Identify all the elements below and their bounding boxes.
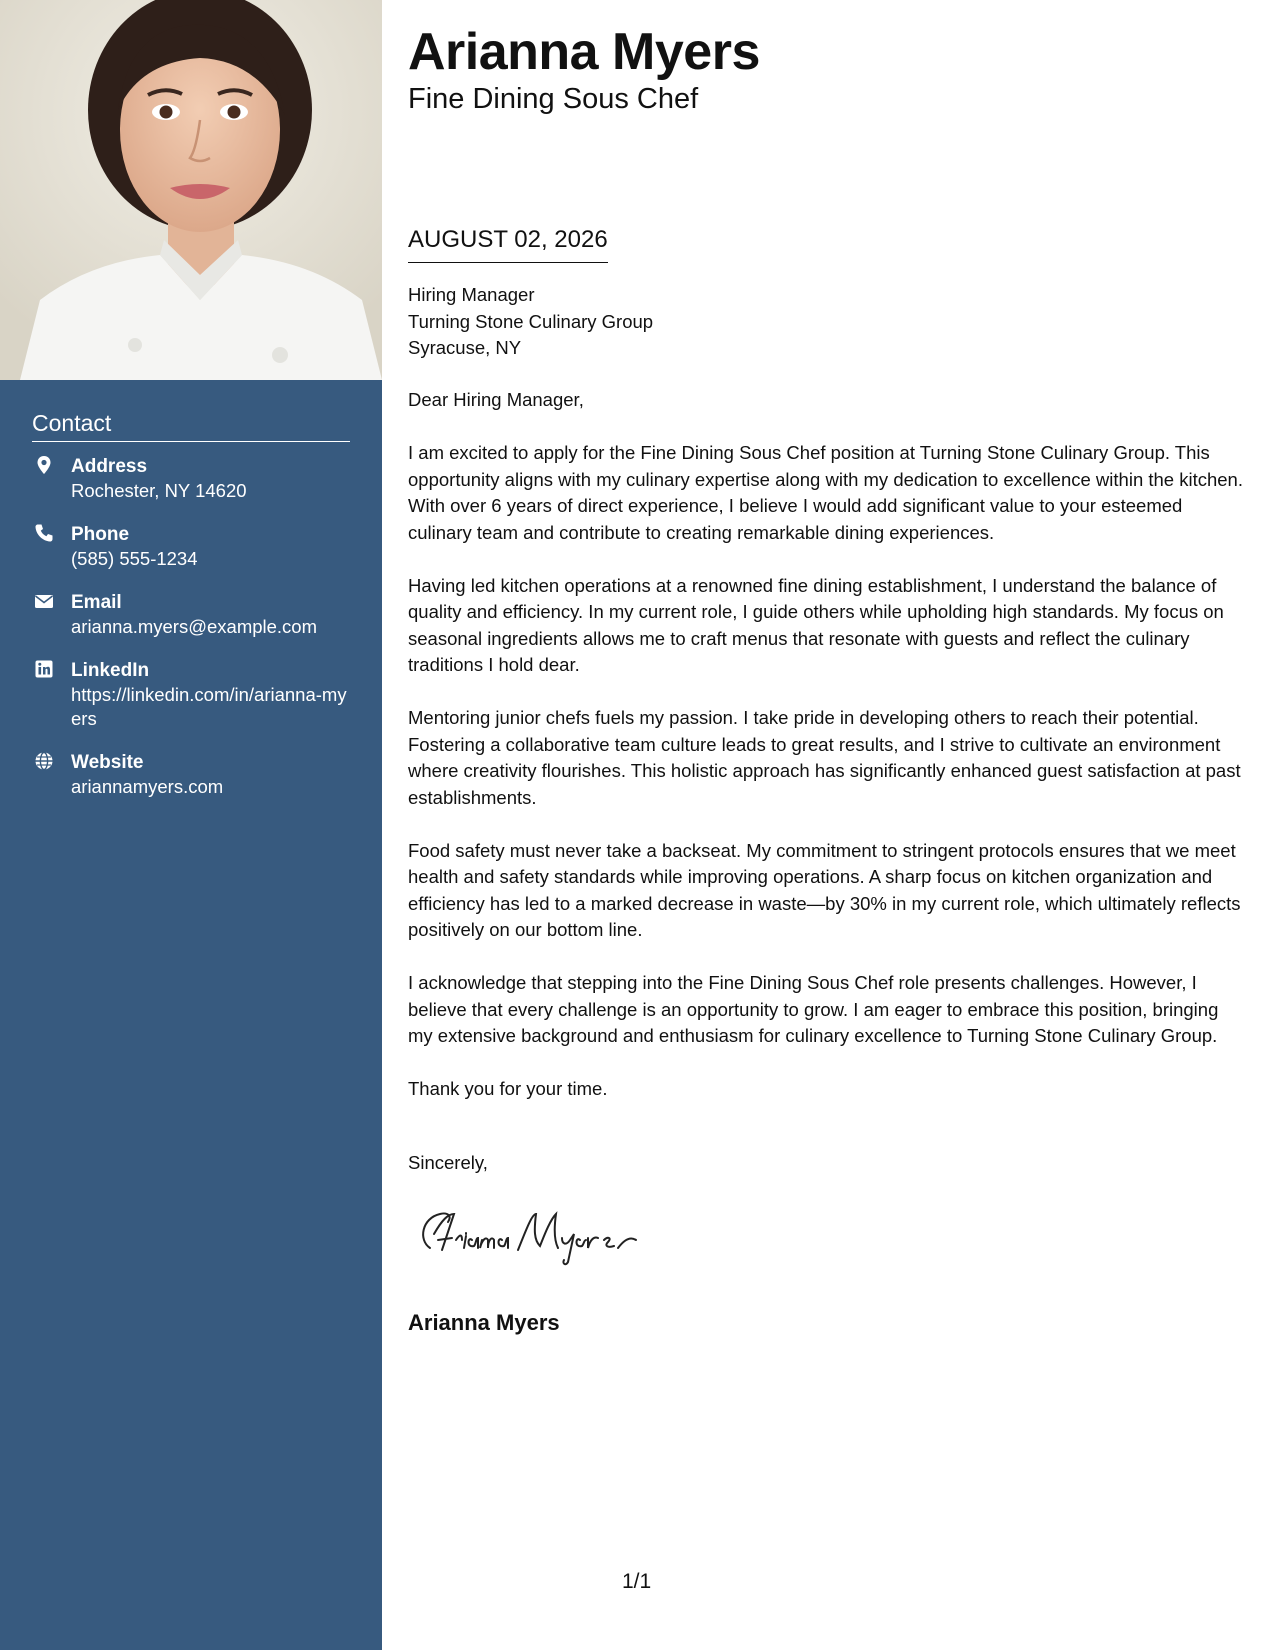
contact-section <box>32 410 350 818</box>
contact-item-address <box>32 454 350 503</box>
body-paragraph: I am excited to apply for the Fine Dining Sous Chef position at Turning Stone Culinary Group. This opportunity aligns with my culinary expertise along with my dedication to excellence within the kitchen. With over 6 years of direct experience, I believe I would add significant value to your esteemed culinary team and contribute to creating remarkable dining experiences. <box>408 442 1243 543</box>
contact-value-phone: (585) 555-1234 <box>71 548 198 569</box>
contact-item-email <box>32 590 350 639</box>
map-pin-icon <box>34 455 54 475</box>
chef-portrait-image <box>0 0 382 380</box>
recipient-block <box>408 282 653 362</box>
recipient-line-1: Hiring Manager <box>408 284 535 305</box>
contact-heading: Contact <box>32 410 350 442</box>
sidebar <box>0 0 382 1650</box>
salutation: Dear Hiring Manager, <box>408 389 584 410</box>
letter-body <box>408 387 1248 1129</box>
thank-you-line: Thank you for your time. <box>408 1078 608 1099</box>
candidate-title: Fine Dining Sous Chef <box>408 83 699 115</box>
contact-value-address: Rochester, NY 14620 <box>71 480 247 501</box>
contact-label-address: Address <box>71 456 148 477</box>
envelope-icon <box>34 591 54 611</box>
recipient-line-3: Syracuse, NY <box>408 337 522 358</box>
phone-icon <box>34 523 54 543</box>
contact-value-website[interactable]: ariannamyers.com <box>71 776 224 797</box>
linkedin-icon <box>34 659 54 679</box>
contact-value-linkedin[interactable]: https://linkedin.com/in/arianna-myers <box>71 684 347 729</box>
contact-item-linkedin <box>32 658 350 731</box>
handwritten-signature <box>408 1200 678 1270</box>
globe-icon <box>34 751 54 771</box>
letter-date: AUGUST 02, 2026 <box>408 224 608 263</box>
contact-label-phone: Phone <box>71 524 130 545</box>
recipient-line-2: Turning Stone Culinary Group <box>408 310 654 332</box>
profile-photo <box>0 0 382 380</box>
body-paragraph: Mentoring junior chefs fuels my passion. I take pride in developing others to reach their potential. Fostering a collaborative team culture leads to great results, and I strive to cultivate an environment where creativity flourishes. This holistic approach has significantly enhanced guest satisfaction at past establishments. <box>408 707 1241 808</box>
signed-name: Arianna Myers <box>408 1310 560 1335</box>
contact-value-email[interactable]: arianna.myers@example.com <box>71 616 318 637</box>
closing: Sincerely, <box>408 1152 488 1173</box>
contact-label-email: Email <box>71 592 122 613</box>
contact-item-website <box>32 750 350 799</box>
letter-main <box>408 22 1248 1335</box>
contact-label-linkedin: LinkedIn <box>71 660 150 681</box>
body-paragraph: Having led kitchen operations at a renowned fine dining establishment, I understand the balance of quality and efficiency. In my current role, I guide others while upholding high standards. My focus on seasonal ingredients allows me to craft menus that resonate with guests and reflect the culinary traditions I hold dear. <box>408 574 1224 675</box>
candidate-name: Arianna Myers <box>408 23 760 81</box>
body-paragraph: Food safety must never take a backseat. My commitment to stringent protocols ensures that we meet health and safety standards while improving operations. A sharp focus on kitchen organization and efficiency has led to a marked decrease in waste—by 30% in my current role, which ultimately reflects positively on our bottom line. <box>408 839 1241 940</box>
contact-item-phone <box>32 522 350 571</box>
page-number: 1/1 <box>622 1570 652 1593</box>
body-paragraph: I acknowledge that stepping into the Fine Dining Sous Chef role presents challenges. However, I believe that every challenge is an opportunity to grow. I am eager to embrace this position, bringing my extensive background and enthusiasm for culinary excellence to Turning Stone Culinary Group. <box>408 972 1219 1046</box>
contact-label-website: Website <box>71 752 144 773</box>
